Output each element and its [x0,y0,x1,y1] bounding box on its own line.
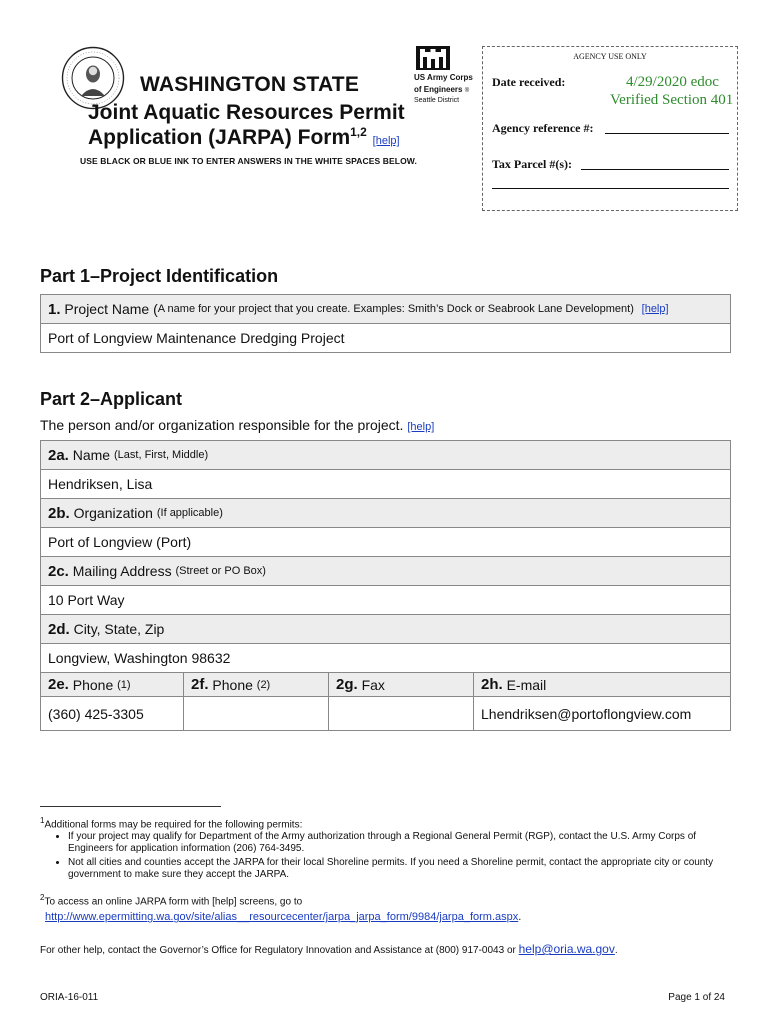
other-help-period: . [614,945,618,956]
phone1-label [41,673,184,696]
name-value-row [41,470,731,499]
title-superscript: 1,2 [350,125,367,139]
phone2-label [184,673,329,696]
other-help-text: For other help, contact the Governor’s Office for Regulatory Innovation and Assistance at (800) 917-0043 or [40,945,516,956]
title-jarpa-line1: Joint Aquatic Resources Permit [88,101,405,124]
q2a-label: Name [72,447,111,463]
tax-parcel-line-2 [492,188,729,189]
project-name-field[interactable]: Port of Longview Maintenance Dredging Project [41,324,731,352]
phone2-field[interactable] [184,697,329,730]
project-name-label [41,295,731,323]
q2c-label: Mailing Address [72,563,172,579]
email-field[interactable]: Lhendriksen@portoflongview.com [474,697,731,730]
mailing-address-label [41,557,731,585]
city-state-zip-label [41,615,731,643]
email-label [474,673,731,696]
q2e-label: Phone [72,676,114,693]
q2f-label: Phone [212,676,253,693]
part2-intro-text: The person and/or organization responsible for the project. [40,417,404,433]
q2d-number: 2d. [48,620,70,638]
ink-instruction: USE BLACK OR BLUE INK TO ENTER ANSWERS IN THE WHITE SPACES BELOW. [80,156,417,166]
applicant-table [40,440,731,731]
agency-heading: AGENCY USE ONLY [573,52,647,61]
contact-value-row [41,697,731,731]
name-field[interactable]: Hendriksen, Lisa [41,470,731,498]
organization-label-row [41,499,731,528]
project-name-help-link[interactable]: [help] [641,303,669,315]
fn1-mark: 1 [40,816,45,825]
q1-number: 1. [48,300,61,318]
q1-hint: A name for your project that you create. Examples: Smith’s Dock or Seabrook Lane Development) [157,303,634,315]
organization-value-row [41,528,731,557]
phone1-field[interactable]: (360) 425-3305 [41,697,184,730]
q2f-hint: (2) [256,678,271,691]
fax-field[interactable] [329,697,474,730]
project-name-value-row [41,324,731,353]
agency-use-box [482,46,738,211]
verified-stamp: Verified Section 401 [610,92,734,108]
q2d-label: City, State, Zip [73,621,165,637]
city-state-zip-field[interactable]: Longview, Washington 98632 [41,644,731,672]
fn1-bullet-rgp: • If your project may qualify for Department of the Army authorization through a Regional General Permit (RGP), contact the U.S. Army Corps of Engineers for application information (206) 764-3495. [68,831,730,855]
tax-parcel-line [581,169,729,170]
q2b-number: 2b. [48,504,70,522]
other-help-note [40,943,730,957]
oria-email-link[interactable]: help@oria.wa.gov [518,942,615,956]
q2a-number: 2a. [48,446,69,464]
part2-help-link[interactable]: [help] [407,421,435,433]
tax-parcel-label: Tax Parcel #(s): [492,157,572,171]
fn2-text: To access an online JARPA form with [help] screens, go to [44,896,303,908]
q2b-hint: (If applicable) [156,507,223,519]
address-label-row [41,557,731,586]
q2g-number: 2g. [336,676,358,693]
agency-reference-line [605,133,729,134]
q2g-label: Fax [361,676,385,693]
usace-logo [414,46,484,105]
q2f-number: 2f. [191,676,209,693]
part1-title: Part 1–Project Identification [40,266,279,286]
footnote-2 [40,892,730,923]
usace-district: Seattle District [414,97,460,104]
mailing-address-field[interactable]: 10 Port Way [41,586,731,614]
fax-label [329,673,474,696]
footnote-divider [40,806,221,807]
jarpa-online-link[interactable]: http://www.epermitting.wa.gov/site/alias__resourcecenter/jarpa_jarpa_form/9984/jarpa_form.aspx [45,911,519,924]
usace-name-line1: US Army Corps [414,73,473,82]
city-label-row [41,615,731,644]
city-value-row [41,644,731,673]
organization-label [41,499,731,527]
name-label [41,441,731,469]
page-number: Page 1 of 24 [668,992,725,1003]
organization-field[interactable]: Port of Longview (Port) [41,528,731,556]
registered-mark: ® [464,88,470,94]
address-value-row [41,586,731,615]
q2c-number: 2c. [48,562,69,580]
q1-label: Project Name ( [64,301,158,317]
footnote-1 [40,815,730,883]
castle-icon [416,46,450,70]
fn1-text: Additional forms may be required for the following permits: [44,819,303,831]
fn2-period: . [518,911,522,924]
project-name-label-row [41,295,731,324]
q2c-hint: (Street or PO Box) [175,565,266,577]
usace-name-line2 [414,85,484,96]
title-text: Application (JARPA) Form [88,126,351,149]
contact-label-row [41,673,731,697]
part1-table [40,294,731,353]
q2a-hint: (Last, First, Middle) [114,449,209,461]
q2h-number: 2h. [481,676,503,693]
q2e-hint: (1) [117,678,131,691]
fn2-mark: 2 [40,893,45,902]
name-label-row [41,441,731,470]
date-received-label: Date received: [492,75,566,89]
usace-name-text: of Engineers [414,85,463,94]
q2b-label: Organization [73,505,153,521]
agency-reference-label: Agency reference #: [492,121,594,135]
part2-intro [40,417,434,433]
title-washington-state: WASHINGTON STATE [140,73,360,96]
title-jarpa-line2 [88,125,400,150]
q2e-number: 2e. [48,676,69,693]
fn1-bullet-shoreline: • Not all cities and counties accept the JARPA for their local Shoreline permits. If you need a Shoreline permit, contact the appropriate city or county government to make sure they accept the JARPA. [68,857,730,881]
part2-title: Part 2–Applicant [40,389,183,409]
form-id: ORIA-16-011 [40,992,99,1003]
q2h-label: E-mail [506,676,547,693]
title-help-link[interactable]: [help] [372,135,400,147]
date-received-stamp: 4/29/2020 edoc [626,74,719,90]
